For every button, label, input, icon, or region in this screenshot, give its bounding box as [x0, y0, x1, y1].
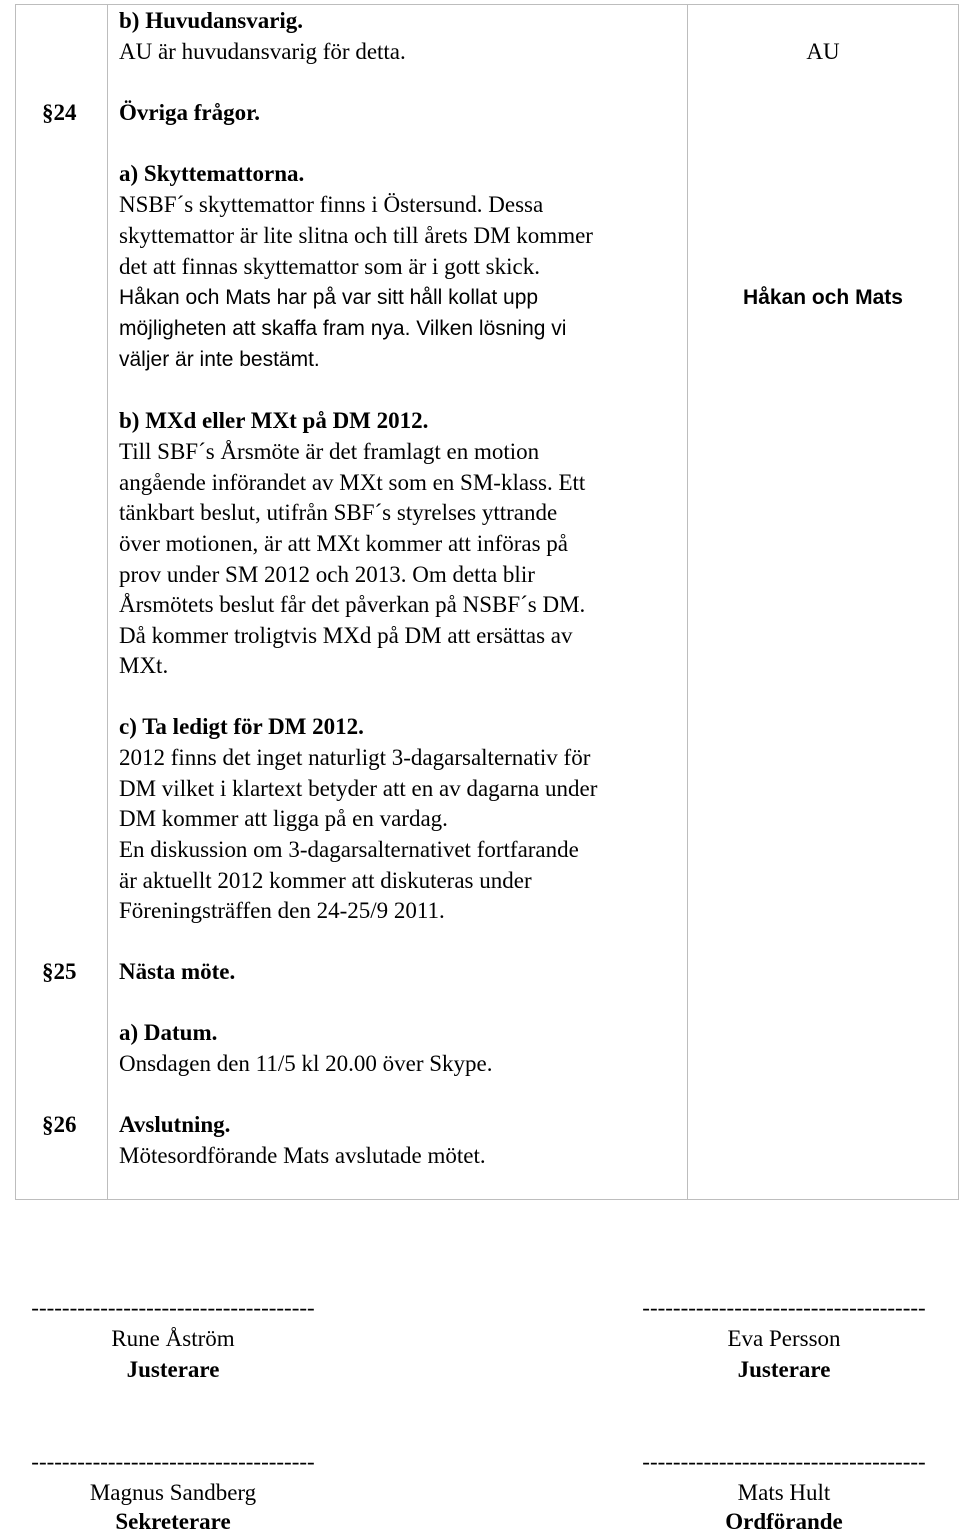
signature-name: Rune Åström [111, 1326, 235, 1351]
paragraph-line: Håkan och Mats har på var sitt håll kollat upp [119, 286, 539, 309]
column-divider-responsible [687, 4, 688, 1200]
section-title-25: Nästa möte. [119, 959, 236, 984]
item-title-ta-ledigt: c) Ta ledigt för DM 2012. [119, 714, 364, 739]
section-number-24: §24 [42, 100, 77, 125]
paragraph-line: Årsmötets beslut får det påverkan på NSBF´s DM. [119, 592, 586, 617]
item-title-mxd-mxt: b) MXd eller MXt på DM 2012. [119, 408, 429, 433]
paragraph-line: Onsdagen den 11/5 kl 20.00 över Skype. [119, 1051, 493, 1076]
signature-name: Eva Persson [727, 1326, 841, 1351]
section-title-26: Avslutning. [119, 1112, 231, 1137]
paragraph-line: skyttemattor är lite slitna och till årets DM kommer [119, 223, 593, 248]
paragraph-line: över motionen, är att MXt kommer att införas på [119, 531, 569, 556]
section-number-26: §26 [42, 1112, 77, 1137]
paragraph-line: 2012 finns det inget naturligt 3-dagarsalternativ för [119, 745, 591, 770]
paragraph-line: Mötesordförande Mats avslutade mötet. [119, 1143, 486, 1168]
signature-line: ------------------------------------- [31, 1449, 315, 1474]
signature-role: Justerare [126, 1357, 220, 1382]
item-title-huvudansvarig: b) Huvudansvarig. [119, 8, 304, 33]
paragraph-line: DM kommer att ligga på en vardag. [119, 806, 448, 831]
signature-role: Justerare [737, 1357, 831, 1382]
paragraph-line: angående införandet av MXt som en SM-klass. Ett [119, 470, 586, 495]
signature-line: ------------------------------------- [642, 1295, 926, 1320]
signature-name: Mats Hult [737, 1480, 831, 1505]
paragraph-line: En diskussion om 3-dagarsalternativet fortfarande [119, 837, 579, 862]
item-title-datum: a) Datum. [119, 1020, 218, 1045]
paragraph-line: Till SBF´s Årsmöte är det framlagt en motion [119, 439, 540, 464]
signature-role: Ordförande [725, 1509, 843, 1534]
paragraph-line: är aktuellt 2012 kommer att diskuteras under [119, 868, 532, 893]
paragraph-line: prov under SM 2012 och 2013. Om detta blir [119, 562, 535, 587]
item-text-huvudansvarig: AU är huvudansvarig för detta. [119, 39, 406, 64]
paragraph-line: Föreningsträffen den 24-25/9 2011. [119, 898, 445, 923]
signature-name: Magnus Sandberg [89, 1480, 257, 1505]
paragraph-line: väljer är inte bestämt. [119, 348, 320, 371]
signature-line: ------------------------------------- [31, 1295, 315, 1320]
item-title-skyttemattorna: a) Skyttemattorna. [119, 161, 305, 186]
paragraph-line: MXt. [119, 653, 169, 678]
paragraph-line: NSBF´s skyttemattor finns i Östersund. Dessa [119, 192, 544, 217]
paragraph-line: Då kommer troligtvis MXd på DM att ersättas av [119, 623, 573, 648]
responsible-hakan-och-mats: Håkan och Mats [743, 286, 903, 309]
column-divider-number [107, 4, 108, 1200]
paragraph-line: DM vilket i klartext betyder att en av dagarna under [119, 776, 598, 801]
paragraph-line: det att finnas skyttemattor som är i gott skick. [119, 254, 540, 279]
paragraph-line: tänkbart beslut, utifrån SBF´s styrelses yttrande [119, 500, 558, 525]
signature-role: Sekreterare [115, 1509, 231, 1534]
paragraph-line: möjligheten att skaffa fram nya. Vilken lösning vi [119, 317, 567, 340]
section-title-24: Övriga frågor. [119, 100, 260, 125]
responsible-au: AU [806, 39, 840, 64]
section-number-25: §25 [42, 959, 77, 984]
signature-line: ------------------------------------- [642, 1449, 926, 1474]
